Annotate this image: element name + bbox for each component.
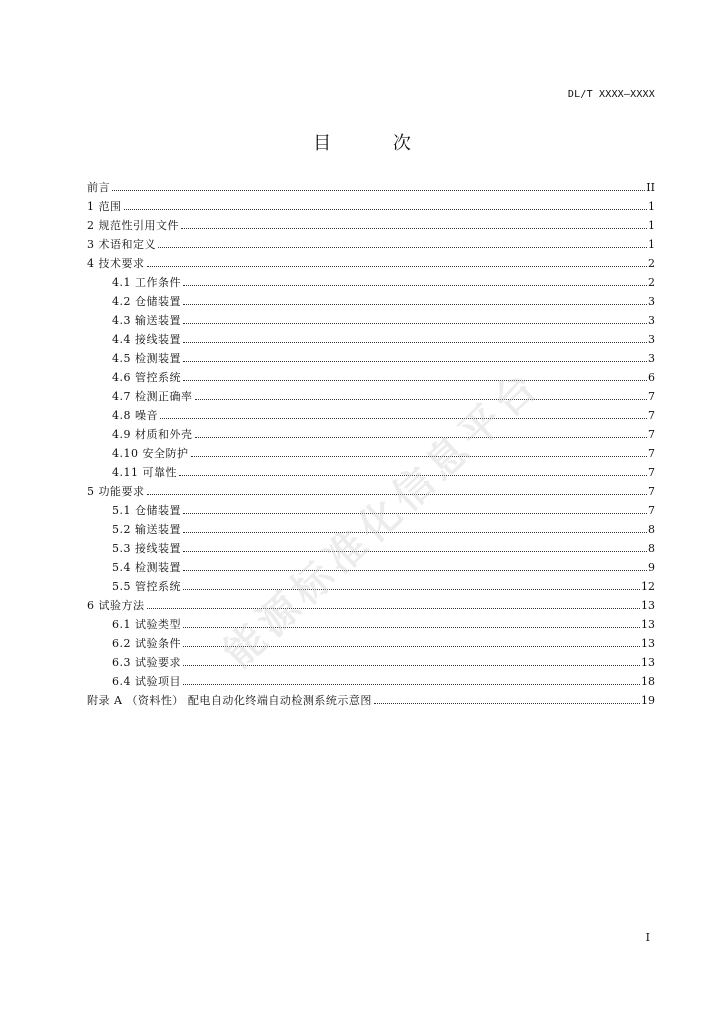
toc-entry-page: 13 (641, 637, 655, 650)
toc-entry-label: 4 技术要求 (87, 257, 145, 270)
toc-entry-page: 18 (641, 675, 655, 688)
toc-dot-leader (112, 189, 645, 191)
toc-entry[interactable] (87, 501, 655, 520)
toc-dot-leader (183, 569, 647, 571)
toc-entry[interactable] (87, 558, 655, 577)
toc-dot-leader (124, 208, 648, 210)
toc-entry-page: 7 (648, 504, 655, 517)
toc-title: 目 次 (313, 133, 439, 154)
toc-entry[interactable] (87, 520, 655, 539)
toc-entry-page: 6 (648, 371, 655, 384)
toc-entry[interactable] (87, 197, 655, 216)
toc-dot-leader (183, 683, 640, 685)
watermark: 能源标准化信息平台 (215, 361, 550, 678)
toc-dot-leader (183, 664, 640, 666)
toc-dot-leader (195, 436, 648, 438)
toc-dot-leader (183, 341, 647, 343)
toc-dot-leader (183, 379, 647, 381)
toc-entry[interactable] (87, 406, 655, 425)
toc-entry-label: 4.2 仓储装置 (112, 295, 181, 308)
toc-entry[interactable] (87, 368, 655, 387)
toc-dot-leader (181, 227, 647, 229)
toc-entry[interactable] (87, 463, 655, 482)
toc-dot-leader (147, 607, 641, 609)
toc-entry-label: 5.2 输送装置 (112, 523, 181, 536)
toc-entry-page: 7 (648, 466, 655, 479)
toc-dot-leader (147, 265, 648, 267)
toc-entry-page: 2 (648, 257, 655, 270)
toc-entry[interactable] (87, 216, 655, 235)
toc-entry-page: 13 (641, 656, 655, 669)
toc-dot-leader (183, 303, 647, 305)
toc-entry-page: 2 (648, 276, 655, 289)
toc-entry-page: 7 (648, 447, 655, 460)
toc-entry-label: 2 规范性引用文件 (87, 219, 179, 232)
toc-entry-page: 3 (648, 314, 655, 327)
toc-entry[interactable] (87, 444, 655, 463)
toc-entry-page: 13 (641, 618, 655, 631)
toc-dot-leader (147, 493, 648, 495)
toc-entry-page: 13 (641, 599, 655, 612)
toc-entry-label: 4.4 接线装置 (112, 333, 181, 346)
toc-dot-leader (183, 322, 647, 324)
toc-entry-label: 4.5 检测装置 (112, 352, 181, 365)
toc-dot-leader (158, 246, 647, 248)
document-code: DL/T XXXX—XXXX (567, 89, 655, 100)
toc-entry-page: 19 (641, 694, 655, 707)
toc-entry-label: 4.8 噪音 (112, 409, 158, 422)
toc-entry-page: 1 (648, 200, 655, 213)
toc-dot-leader (183, 360, 647, 362)
toc-entry-label: 4.3 输送装置 (112, 314, 181, 327)
toc-entry-page: 1 (648, 219, 655, 232)
toc-entry-label: 4.7 检测正确率 (112, 390, 193, 403)
toc-entry-page: 3 (648, 295, 655, 308)
toc-entry[interactable] (87, 292, 655, 311)
toc-entry[interactable] (87, 273, 655, 292)
toc-dot-leader (183, 626, 640, 628)
toc-dot-leader (183, 531, 647, 533)
toc-entry[interactable] (87, 577, 655, 596)
toc-entry[interactable] (87, 425, 655, 444)
toc-entry-label: 前言 (87, 181, 110, 194)
toc-entry-label: 5.1 仓储装置 (112, 504, 181, 517)
toc-entry[interactable] (87, 349, 655, 368)
toc-entry-label: 5.4 检测装置 (112, 561, 181, 574)
toc-entry-label: 6.3 试验要求 (112, 656, 181, 669)
toc-entry-page: 7 (648, 428, 655, 441)
toc-entry-page: 1 (648, 238, 655, 251)
toc-entry-label: 4.11 可靠性 (112, 466, 177, 479)
toc-dot-leader (160, 417, 647, 419)
toc-entry[interactable] (87, 311, 655, 330)
toc-dot-leader (195, 398, 648, 400)
toc-entry-page: 8 (648, 542, 655, 555)
toc-entry-label: 4.1 工作条件 (112, 276, 181, 289)
toc-entry-page: 7 (648, 390, 655, 403)
toc-entry[interactable] (87, 596, 655, 615)
toc-entry-page: 7 (648, 485, 655, 498)
toc-dot-leader (183, 512, 647, 514)
toc-entry[interactable] (87, 634, 655, 653)
toc-dot-leader (183, 588, 640, 590)
toc-entry-label: 附录 A （资料性） 配电自动化终端自动检测系统示意图 (87, 694, 372, 707)
toc-entry-label: 6 试验方法 (87, 599, 145, 612)
toc-entry-page: 8 (648, 523, 655, 536)
toc-dot-leader (374, 702, 640, 704)
toc-entry-page: 12 (641, 580, 655, 593)
toc-entry[interactable] (87, 691, 655, 710)
page-number: I (645, 931, 650, 944)
toc-entry[interactable] (87, 482, 655, 501)
toc-entry[interactable] (87, 653, 655, 672)
toc-entry-label: 4.6 管控系统 (112, 371, 181, 384)
toc-entry-label: 5.3 接线装置 (112, 542, 181, 555)
toc-entry[interactable] (87, 178, 655, 197)
toc-entry-page: 3 (648, 352, 655, 365)
toc-entry[interactable] (87, 539, 655, 558)
toc-entry-label: 6.2 试验条件 (112, 637, 181, 650)
toc-entry-label: 1 范围 (87, 200, 122, 213)
toc-entry-label: 4.9 材质和外壳 (112, 428, 193, 441)
toc-entry-label: 5.5 管控系统 (112, 580, 181, 593)
table-of-contents (87, 178, 655, 710)
toc-entry[interactable] (87, 235, 655, 254)
toc-entry[interactable] (87, 672, 655, 691)
toc-entry-label: 5 功能要求 (87, 485, 145, 498)
toc-entry-label: 6.1 试验类型 (112, 618, 181, 631)
toc-dot-leader (183, 550, 647, 552)
toc-entry-page: 3 (648, 333, 655, 346)
toc-entry[interactable] (87, 254, 655, 273)
toc-entry-page: 9 (648, 561, 655, 574)
toc-entry-page: 7 (648, 409, 655, 422)
toc-entry[interactable] (87, 615, 655, 634)
toc-entry-label: 4.10 安全防护 (112, 447, 189, 460)
toc-entry-label: 6.4 试验项目 (112, 675, 181, 688)
toc-entry-label: 3 术语和定义 (87, 238, 156, 251)
toc-entry-page: II (646, 181, 655, 194)
toc-entry[interactable] (87, 387, 655, 406)
toc-dot-leader (191, 455, 648, 457)
toc-dot-leader (179, 474, 647, 476)
toc-dot-leader (183, 284, 647, 286)
toc-entry[interactable] (87, 330, 655, 349)
toc-dot-leader (183, 645, 640, 647)
